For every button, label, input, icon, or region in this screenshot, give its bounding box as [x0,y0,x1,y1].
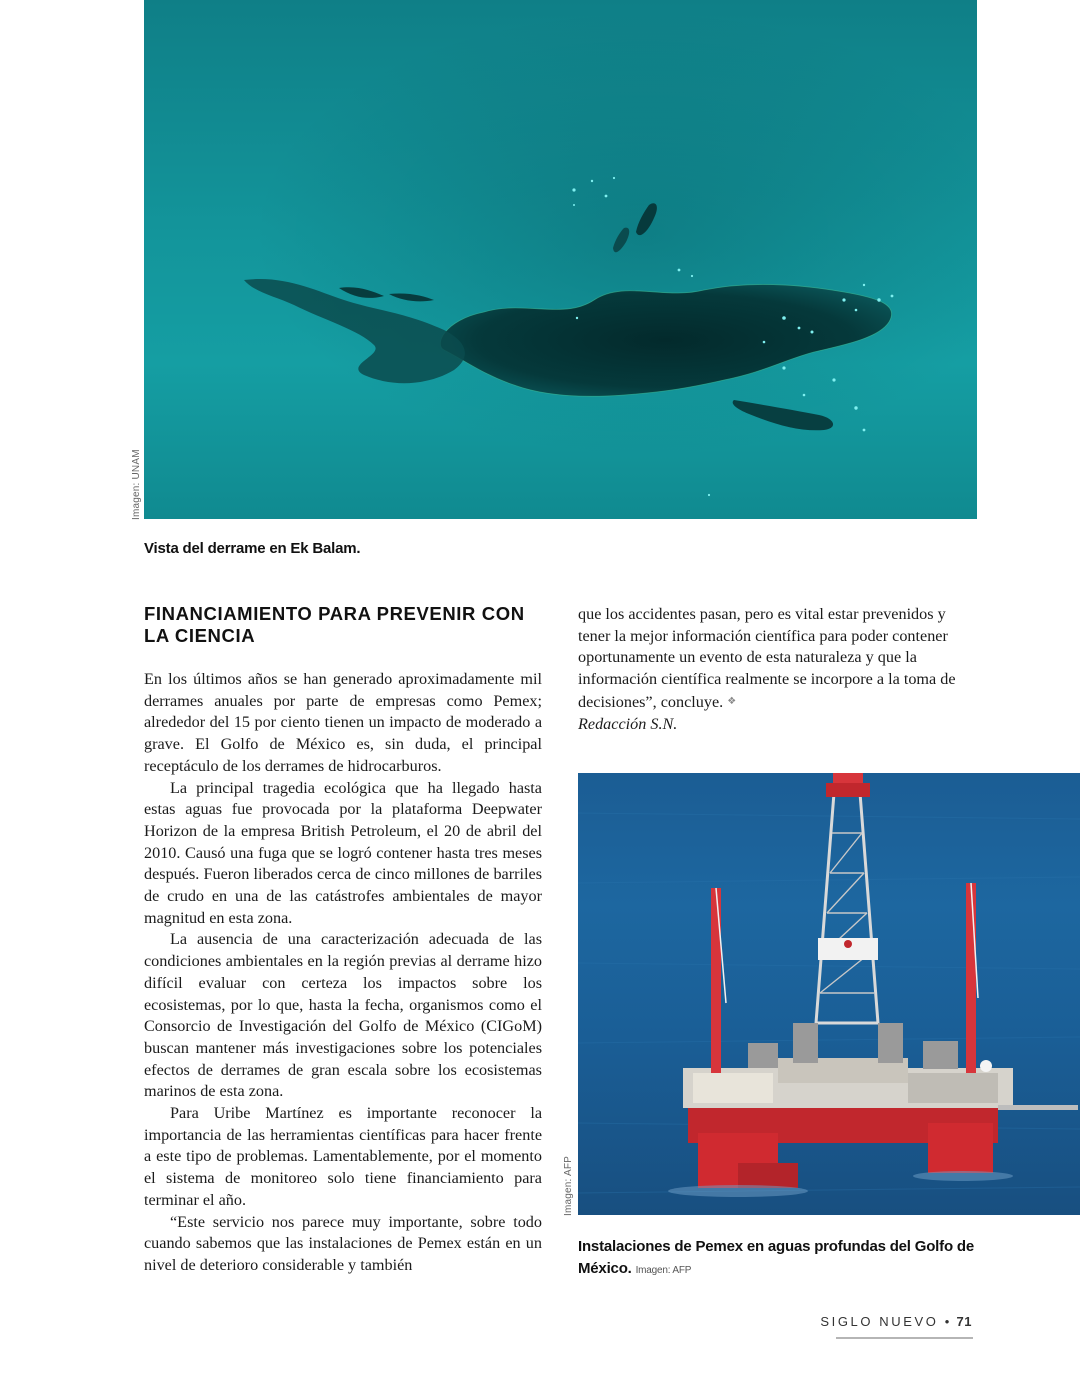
paragraph-continued [578,604,976,714]
top-image-caption: Vista del derrame en Ek Balam. [144,540,361,557]
paragraph: “Este servicio nos parece muy importante, sobre todo cuando sabemos que las instalaciones de Pemex están en un nivel de deterioro considerable y también [144,1212,542,1274]
article-right-column [578,604,976,735]
oil-slick-illustration [144,0,977,519]
oil-rig-photo [578,773,1080,1215]
page-number: 71 [956,1314,972,1329]
paragraph: La ausencia de una caracterización adecuada de las condiciones ambientales en la región previas al derrame hizo difícil evaluar con certeza los impactos sobre los ecosistemas, por lo que, hasta la fecha, organismos como el Consorcio de Investigación del Golfo de México (CIGoM) buscan mantener más investigaciones sobre los potenciales efectos de derrames de gran escala sobre los ecosistemas marinos de esta zona. [144,930,542,1101]
footer-separator: • [944,1314,951,1329]
bottom-image-caption [578,1236,978,1282]
paragraph: La principal tragedia ecológica que ha llegado hasta estas aguas fue provocada por la plataforma Deepwater Horizon de la empresa British Petroleum, el 20 de abril del 2010. Causó una fuga que se logró contener hasta tres meses después. Fueron liberados cerca de cinco millones de barriles de crudo en una de las catástrofes ambientales de mayor magnitud en esta zona. [144,778,542,927]
caption-text: Instalaciones de Pemex en aguas profundas del Golfo de México. [578,1238,974,1277]
oil-rig-illustration [578,773,1080,1215]
author-signature: Redacción S.N. [578,714,678,733]
article-left-column [144,669,542,1277]
bottom-image-credit: Imagen: AFP [563,1155,574,1216]
oil-spill-satellite-image [144,0,977,519]
end-mark-icon: ❖ [727,695,737,707]
footer-rule [836,1337,973,1339]
paragraph: En los últimos años se han generado aproximadamente mil derrames anuales por parte de empresas como Pemex; alrededor del 15 por ciento tienen un impacto de moderado a grave. El Golfo de México es, sin duda, el principal receptáculo de los derrames de hidrocarburos. [144,670,542,775]
caption-credit: Imagen: AFP [635,1265,692,1276]
top-image-credit: Imagen: UNAM [131,449,142,520]
paragraph-text: que los accidentes pasan, pero es vital estar prevenidos y tener la mejor información científica para poder contener oportunamente un evento de esta naturaleza y que la información científica realmente se incorpore a la toma de decisiones”, concluye. [578,605,956,711]
paragraph: Para Uribe Martínez es importante reconocer la importancia de las herramientas científicas para hacer frente a este tipo de problemas. Lamentablemente, por el momento el sistema de monitoreo solo tiene financiamiento para terminar el año. [144,1104,542,1209]
section-heading: FINANCIAMIENTO PARA PREVENIR CON LA CIENCIA [144,603,525,646]
magazine-name: SIGLO NUEVO [820,1314,939,1329]
page-footer [820,1314,972,1329]
